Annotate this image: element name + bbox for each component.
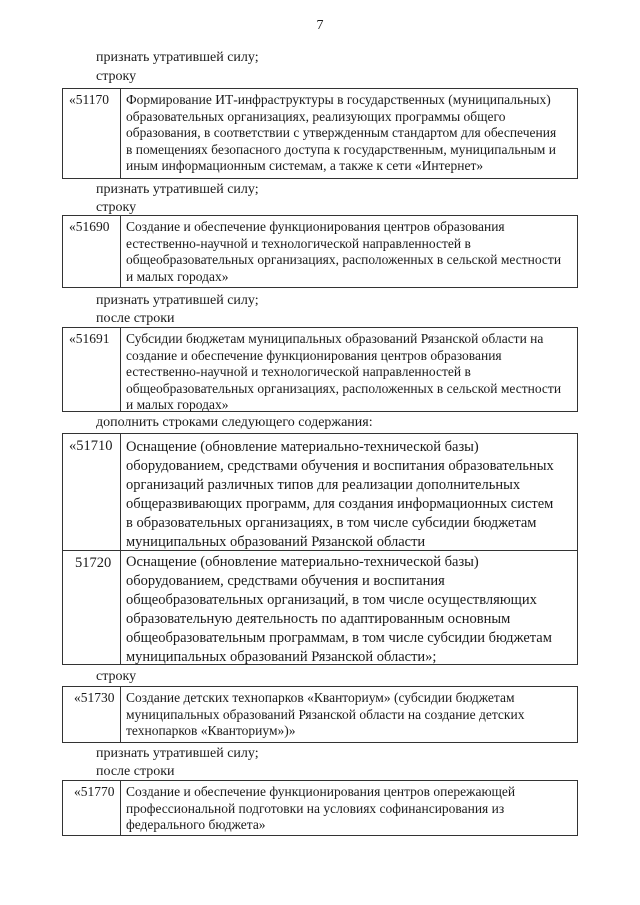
row-code: «51770	[63, 781, 121, 835]
table-row-51730	[62, 686, 578, 743]
row-code: «51170	[63, 89, 121, 178]
row-code: «51690	[63, 216, 121, 287]
row-code: «51730	[63, 687, 121, 742]
table-block-additions	[62, 433, 578, 665]
instruction-line: признать утратившей силу;	[96, 50, 259, 65]
instruction-line: после строки	[96, 311, 175, 326]
row-text: Оснащение (обновление материально-технической базы) оборудованием, средствами обучения и воспитания общеобразовательных организаций, в том числе осуществляющих образовательную деятельность по адаптированным основным общеобразовательным программам, в том числе субсидии бюджетам муниципальных образований Рязанской области»;	[126, 554, 552, 665]
page-number: 7	[316, 18, 324, 33]
instruction-line: признать утратившей силу;	[96, 746, 259, 761]
table-row-51690	[62, 215, 578, 288]
table-row-51691	[62, 327, 578, 412]
row-text: Формирование ИТ-инфраструктуры в государственных (муниципальных) образовательных организациях, реализующих программы общего образования, в соответствии с утвержденным стандартом для обеспечения в помещениях безопасного доступа к государственным, муниципальным и иным информационным системам, а также к сети «Интернет»	[126, 92, 557, 174]
instruction-line: дополнить строками следующего содержания:	[96, 415, 373, 430]
row-text: Создание и обеспечение функционирования центров образования естественно-научной и технологической направленностей в общеобразовательных организациях, расположенных в сельской местности и малых городах»	[126, 219, 562, 284]
row-text: Оснащение (обновление материально-технической базы) оборудованием, средствами обучения и воспитания образовательных организаций различных типов для реализации дополнительных общеразвивающих программ, для создания информационных систем в образовательных организациях, в том числе субсидии бюджетам муниципальных образований Рязанской области	[126, 439, 554, 550]
instruction-line: признать утратившей силу;	[96, 182, 259, 197]
row-code: «51710	[63, 434, 121, 550]
row-code: «51691	[63, 328, 121, 411]
table-row-51770	[62, 780, 578, 836]
row-code: 51720	[63, 551, 121, 664]
row-text: Создание и обеспечение функционирования центров опережающей профессиональной подготовки на условиях софинансирования из федерального бюджета»	[126, 784, 516, 833]
instruction-line: признать утратившей силу;	[96, 293, 259, 308]
instruction-line: после строки	[96, 764, 175, 779]
row-text: Создание детских технопарков «Кванториум» (субсидии бюджетам муниципальных образований Рязанской области на создание детских технопарков «Кванториум»)»	[126, 690, 525, 739]
instruction-line: строку	[96, 69, 137, 84]
row-separator	[63, 550, 577, 551]
table-row-51170	[62, 88, 578, 179]
row-text: Субсидии бюджетам муниципальных образований Рязанской области на создание и обеспечение функционирования центров образования естественно-научной и технологической направленностей в общеобразовательных организациях, расположенных в сельской местности и малых городах»	[126, 331, 562, 413]
instruction-line: строку	[96, 200, 137, 215]
instruction-line: строку	[96, 669, 137, 684]
